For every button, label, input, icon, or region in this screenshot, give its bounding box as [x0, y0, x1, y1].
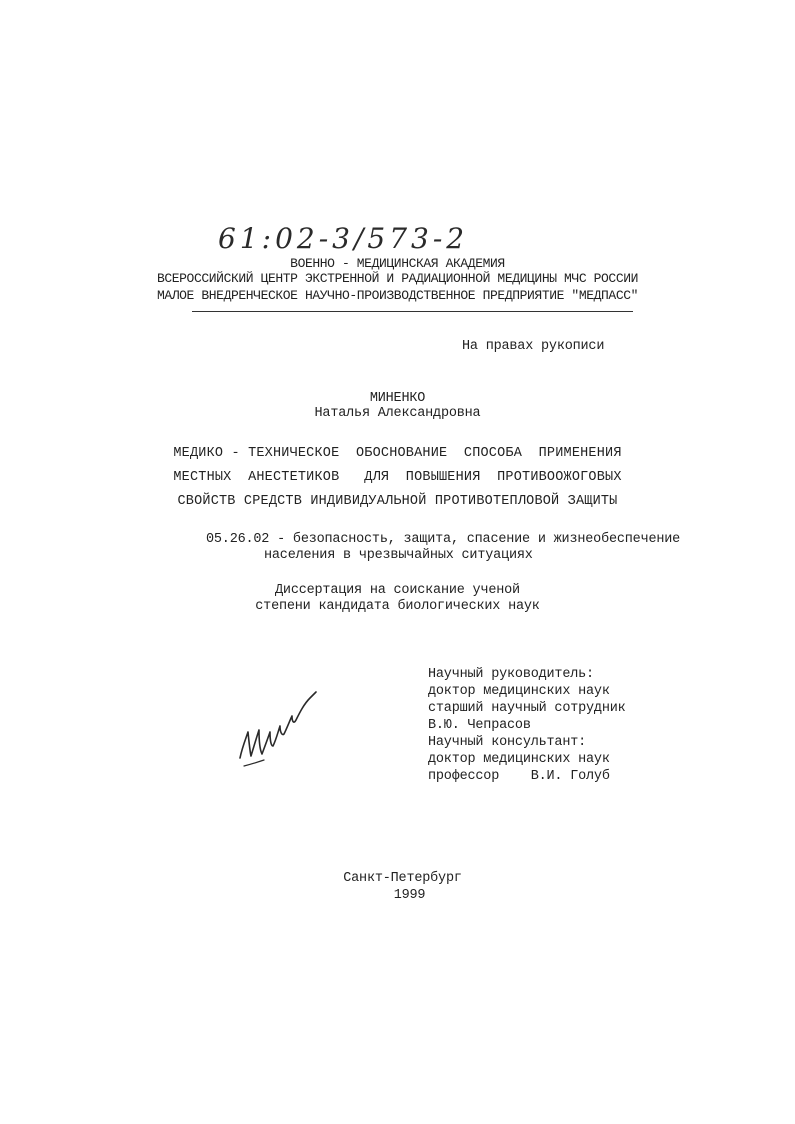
supervisor-name: В.Ю. Чепрасов [428, 718, 531, 733]
header-enterprise: МАЛОЕ ВНЕДРЕНЧЕСКОЕ НАУЧНО-ПРОИЗВОДСТВЕННОЕ ПРЕДПРИЯТИЕ "МЕДПАСС" [156, 288, 639, 303]
header-center: ВСЕРОССИЙСКИЙ ЦЕНТР ЭКСТРЕННОЙ И РАДИАЦИОННОЙ МЕДИЦИНЫ МЧС РОССИИ [156, 271, 639, 286]
title-line-2: МЕСТНЫХ АНЕСТЕТИКОВ ДЛЯ ПОВЫШЕНИЯ ПРОТИВООЖОГОВЫХ [173, 470, 622, 485]
title-line-1: МЕДИКО - ТЕХНИЧЕСКОЕ ОБОСНОВАНИЕ СПОСОБА ПРИМЕНЕНИЯ [173, 446, 622, 461]
specialty-line-2: населения в чрезвычайных ситуациях [264, 548, 533, 563]
author-surname: МИНЕНКО [369, 391, 426, 406]
supervisor-degree: доктор медицинских наук [428, 684, 610, 699]
author-signature [232, 680, 322, 770]
rights-note: На правах рукописи [462, 339, 605, 354]
dissertation-line-1: Диссертация на соискание ученой [275, 583, 520, 598]
footer-city: Санкт-Петербург [343, 871, 462, 886]
header-academy: ВОЕННО - МЕДИЦИНСКАЯ АКАДЕМИЯ [290, 256, 505, 271]
consultant-heading: Научный консультант: [428, 735, 587, 750]
author-name: Наталья Александровна [314, 406, 481, 421]
specialty-line-1: 05.26.02 - безопасность, защита, спасение и жизнеобеспечение [206, 532, 681, 547]
header-divider [192, 311, 633, 312]
consultant-degree: доктор медицинских наук [428, 752, 610, 767]
supervisor-position: старший научный сотрудник [428, 701, 626, 716]
footer-year: 1999 [393, 888, 426, 903]
supervisor-heading: Научный руководитель: [428, 667, 594, 682]
consultant-name: профессор В.И. Голуб [428, 769, 610, 784]
archive-number-handwritten: 61:02-3/573-2 [218, 222, 469, 255]
dissertation-line-2: степени кандидата биологических наук [255, 599, 540, 614]
title-line-3: СВОЙСТВ СРЕДСТВ ИНДИВИДУАЛЬНОЙ ПРОТИВОТЕПЛОВОЙ ЗАЩИТЫ [177, 494, 618, 509]
